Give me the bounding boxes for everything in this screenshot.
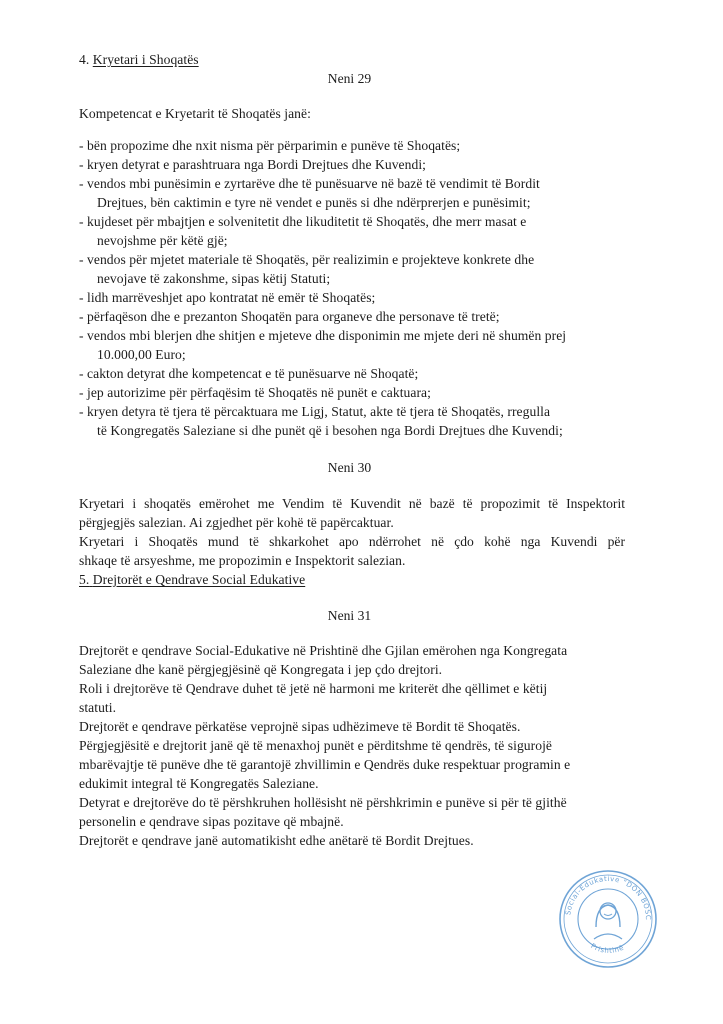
neni-30-paragraph-2	[79, 534, 625, 550]
neni-30-paragraph-1	[79, 496, 625, 512]
neni-29-item-continuation: 10.000,00 Euro;	[97, 347, 186, 362]
neni-29-item-continuation: nevojave të zakonshme, sipas këtij Statuti;	[97, 271, 331, 286]
neni-29-item: - vendos mbi punësimin e zyrtarëve dhe të punësuarve në bazë të vendimit të Bordit	[79, 176, 540, 191]
paragraph-line: Kryetari i shoqatës emërohet me Vendim të Kuvendit në bazë të propozimit të Inspektorit	[79, 496, 625, 511]
neni-29-item: - bën propozime dhe nxit nisma për përparimin e punëve të Shoqatës;	[79, 138, 461, 153]
section-5-title: Drejtorët e Qendrave Social Edukative	[92, 572, 306, 587]
paragraph-line: shkaqe të arsyeshme, me propozimin e Inspektorit salezian.	[79, 553, 406, 568]
neni-31-line: Detyrat e drejtorëve do të përshkruhen hollësisht në përshkrimin e punëve si për të gjithë	[79, 795, 567, 810]
paragraph-line: përgjegjës salezian. Ai zgjedhet për kohë të papërcaktuar.	[79, 515, 394, 530]
neni-31-line: Drejtorët e qendrave janë automatikisht edhe anëtarë të Bordit Drejtues.	[79, 833, 474, 848]
section-4-title: Kryetari i Shoqatës	[92, 52, 199, 67]
section-4-number: 4.	[79, 52, 90, 67]
neni-29-item: - lidh marrëveshjet apo kontratat në emër të Shoqatës;	[79, 290, 376, 305]
svg-text:Prishtinë: Prishtinë	[589, 942, 626, 955]
section-5-title-full	[79, 572, 305, 587]
neni-29-item: - vendos për mjetet materiale të Shoqatës, për realizimin e projekteve konkrete dhe	[79, 252, 535, 267]
section-4-heading	[79, 52, 199, 68]
neni-29-item: - përfaqëson dhe e prezanton Shoqatën para organeve dhe personave të tretë;	[79, 309, 500, 324]
svg-text:Social-Edukative "DON BOSCO": Social-Edukative "DON BOSC	[564, 874, 653, 921]
neni-31-line: statuti.	[79, 700, 117, 715]
section-5-number: 5.	[79, 572, 90, 587]
neni-29-heading: Neni 29	[327, 71, 372, 86]
neni-29-item: - jep autorizime për përfaqësim të Shoqatës në punët e caktuara;	[79, 385, 431, 400]
neni-30-heading: Neni 30	[327, 460, 372, 475]
round-stamp-icon	[556, 867, 660, 971]
neni-29-item: - kryen detyrat e parashtruara nga Bordi Drejtues dhe Kuvendi;	[79, 157, 426, 172]
neni-29-item-continuation: të Kongregatës Saleziane si dhe punët që i besohen nga Bordi Drejtues dhe Kuvendi;	[97, 423, 563, 438]
neni-31-line: Saleziane dhe kanë përgjegjësinë që Kongregata i jep çdo drejtori.	[79, 662, 443, 677]
neni-31-line: Përgjegjësitë e drejtorit janë që të menaxhoj punët e përditshme të qendrës, të sigurojë	[79, 738, 552, 753]
neni-29-item: - cakton detyrat dhe kompetencat e të punësuarve në Shoqatë;	[79, 366, 419, 381]
neni-29-item: - kujdeset për mbajtjen e solvenitetit dhe likuditetit të Shoqatës, dhe merr masat e	[79, 214, 527, 229]
neni-29-item: - vendos mbi blerjen dhe shitjen e mjeteve dhe disponimin me mjete deri në shumën prej	[79, 328, 567, 343]
neni-29-item-continuation: Drejtues, bën caktimin e tyre në vendet e punës si dhe ndërprerjen e punësimit;	[97, 195, 531, 210]
neni-29-intro: Kompetencat e Kryetarit të Shoqatës janë:	[79, 106, 311, 121]
paragraph-line: Kryetari i Shoqatës mund të shkarkohet apo ndërrohet në çdo kohë nga Kuvendi për	[79, 534, 625, 549]
neni-31-line: Drejtorët e qendrave përkatëse veprojnë sipas udhëzimeve të Bordit të Shoqatës.	[79, 719, 521, 734]
neni-31-line: Roli i drejtorëve të Qendrave duhet të jetë në harmoni me kriterët dhe qëllimet e këtij	[79, 681, 548, 696]
stamp-graphic	[556, 867, 660, 971]
neni-29-item-continuation: nevojshme për këtë gjë;	[97, 233, 228, 248]
neni-31-line: personelin e qendrave sipas pozitave që mbajnë.	[79, 814, 344, 829]
neni-31-line: edukimit integral të Kongregatës Saleziane.	[79, 776, 319, 791]
section-5-heading	[79, 572, 305, 588]
neni-29-item: - kryen detyra të tjera të përcaktuara me Ligj, Statut, akte të tjera të Shoqatës, rregulla	[79, 404, 551, 419]
neni-31-line: Drejtorët e qendrave Social-Edukative në Prishtinë dhe Gjilan emërohen nga Kongregata	[79, 643, 568, 658]
neni-31-line: mbarëvajtje të punëve dhe të garantojë zhvillimin e Qendrës duke respektuar programin e	[79, 757, 571, 772]
neni-31-heading: Neni 31	[327, 608, 372, 623]
